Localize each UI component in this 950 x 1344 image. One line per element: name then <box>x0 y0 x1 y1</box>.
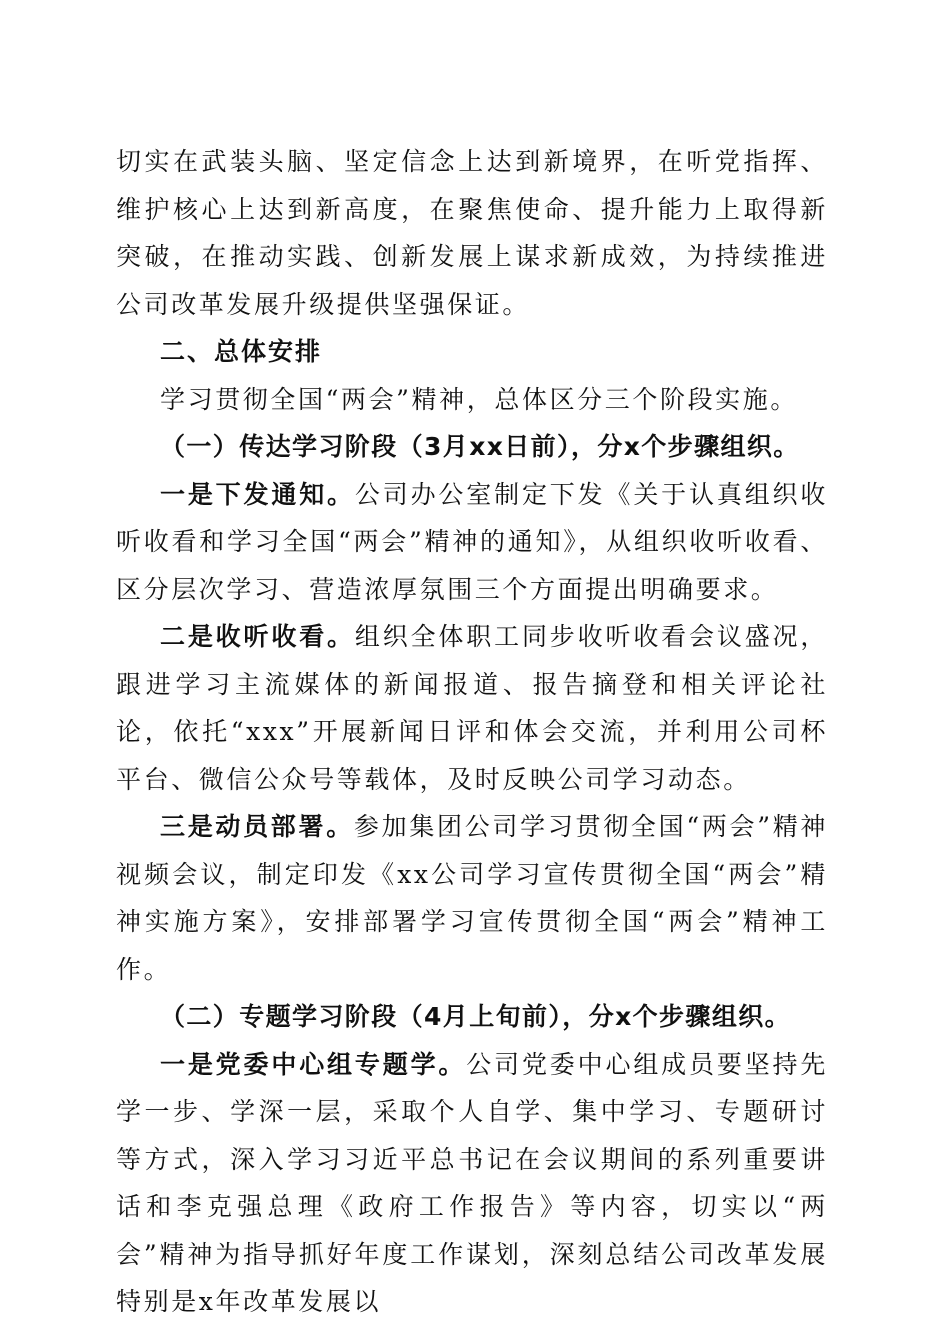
paragraph-step-mobilize <box>116 803 828 993</box>
subheading-stage-two: （二）专题学习阶段（4月上旬前），分x个步骤组织。 <box>160 1002 792 1031</box>
step-lead-text: 一是党委中心组专题学。 <box>160 1049 467 1079</box>
step-body-text: 公司党委中心组成员要坚持先学一步、学深一层，采取个人自学、集中学习、专题研讨等方式，深入学习习近平总书记在会议期间的系列重要讲话和李克强总理《政府工作报告》等内容，切实以“两会”精神为指导抓好年度工作谋划，深刻总结公司改革发展特别是x年改革发展以 <box>116 1049 828 1316</box>
step-body-text: 公司办公室制定下发《关于认真组织收听收看和学习全国“两会”精神的通知》，从组织收听收看、区分层次学习、营造浓厚氛围三个方面提出明确要求。 <box>116 479 828 604</box>
paragraph-step-listen-watch <box>116 613 828 803</box>
paragraph-three-stages: 学习贯彻全国“两会”精神，总体区分三个阶段实施。 <box>160 384 798 414</box>
subheading-stage-one: （一）传达学习阶段（3月xx日前），分x个步骤组织。 <box>160 432 800 461</box>
step-lead-text: 二是收听收看。 <box>160 622 355 651</box>
section-heading-overall-arrangement: 二、总体安排 <box>160 337 323 366</box>
step-body-text: 参加集团公司学习贯彻全国“两会”精神视频会议，制定印发《xx公司学习宣传贯彻全国“两会”精神实施方案》，安排部署学习宣传贯彻全国“两会”精神工作。 <box>116 812 829 984</box>
step-body-text: 组织全体职工同步收听收看会议盛况，跟进学习主流媒体的新闻报道、报告摘登和相关评论社论，依托“xxx”开展新闻日评和体会交流，并利用公司杯平台、微信公众号等载体，及时反映公司学习动态。 <box>116 622 828 794</box>
paragraph-step-notice <box>116 471 828 614</box>
step-lead-text: 三是动员部署。 <box>160 812 354 841</box>
paragraph-goal-continuation: 切实在武装头脑、坚定信念上达到新境界，在听党指挥、维护核心上达到新高度，在聚焦使命、提升能力上取得新突破，在推动实践、创新发展上谋求新成效，为持续推进公司改革发展升级提供坚强保证。 <box>116 147 828 319</box>
paragraph-step-party-committee-study <box>116 1041 828 1326</box>
step-lead-text: 一是下发通知。 <box>160 479 355 509</box>
document-body <box>116 138 828 1326</box>
